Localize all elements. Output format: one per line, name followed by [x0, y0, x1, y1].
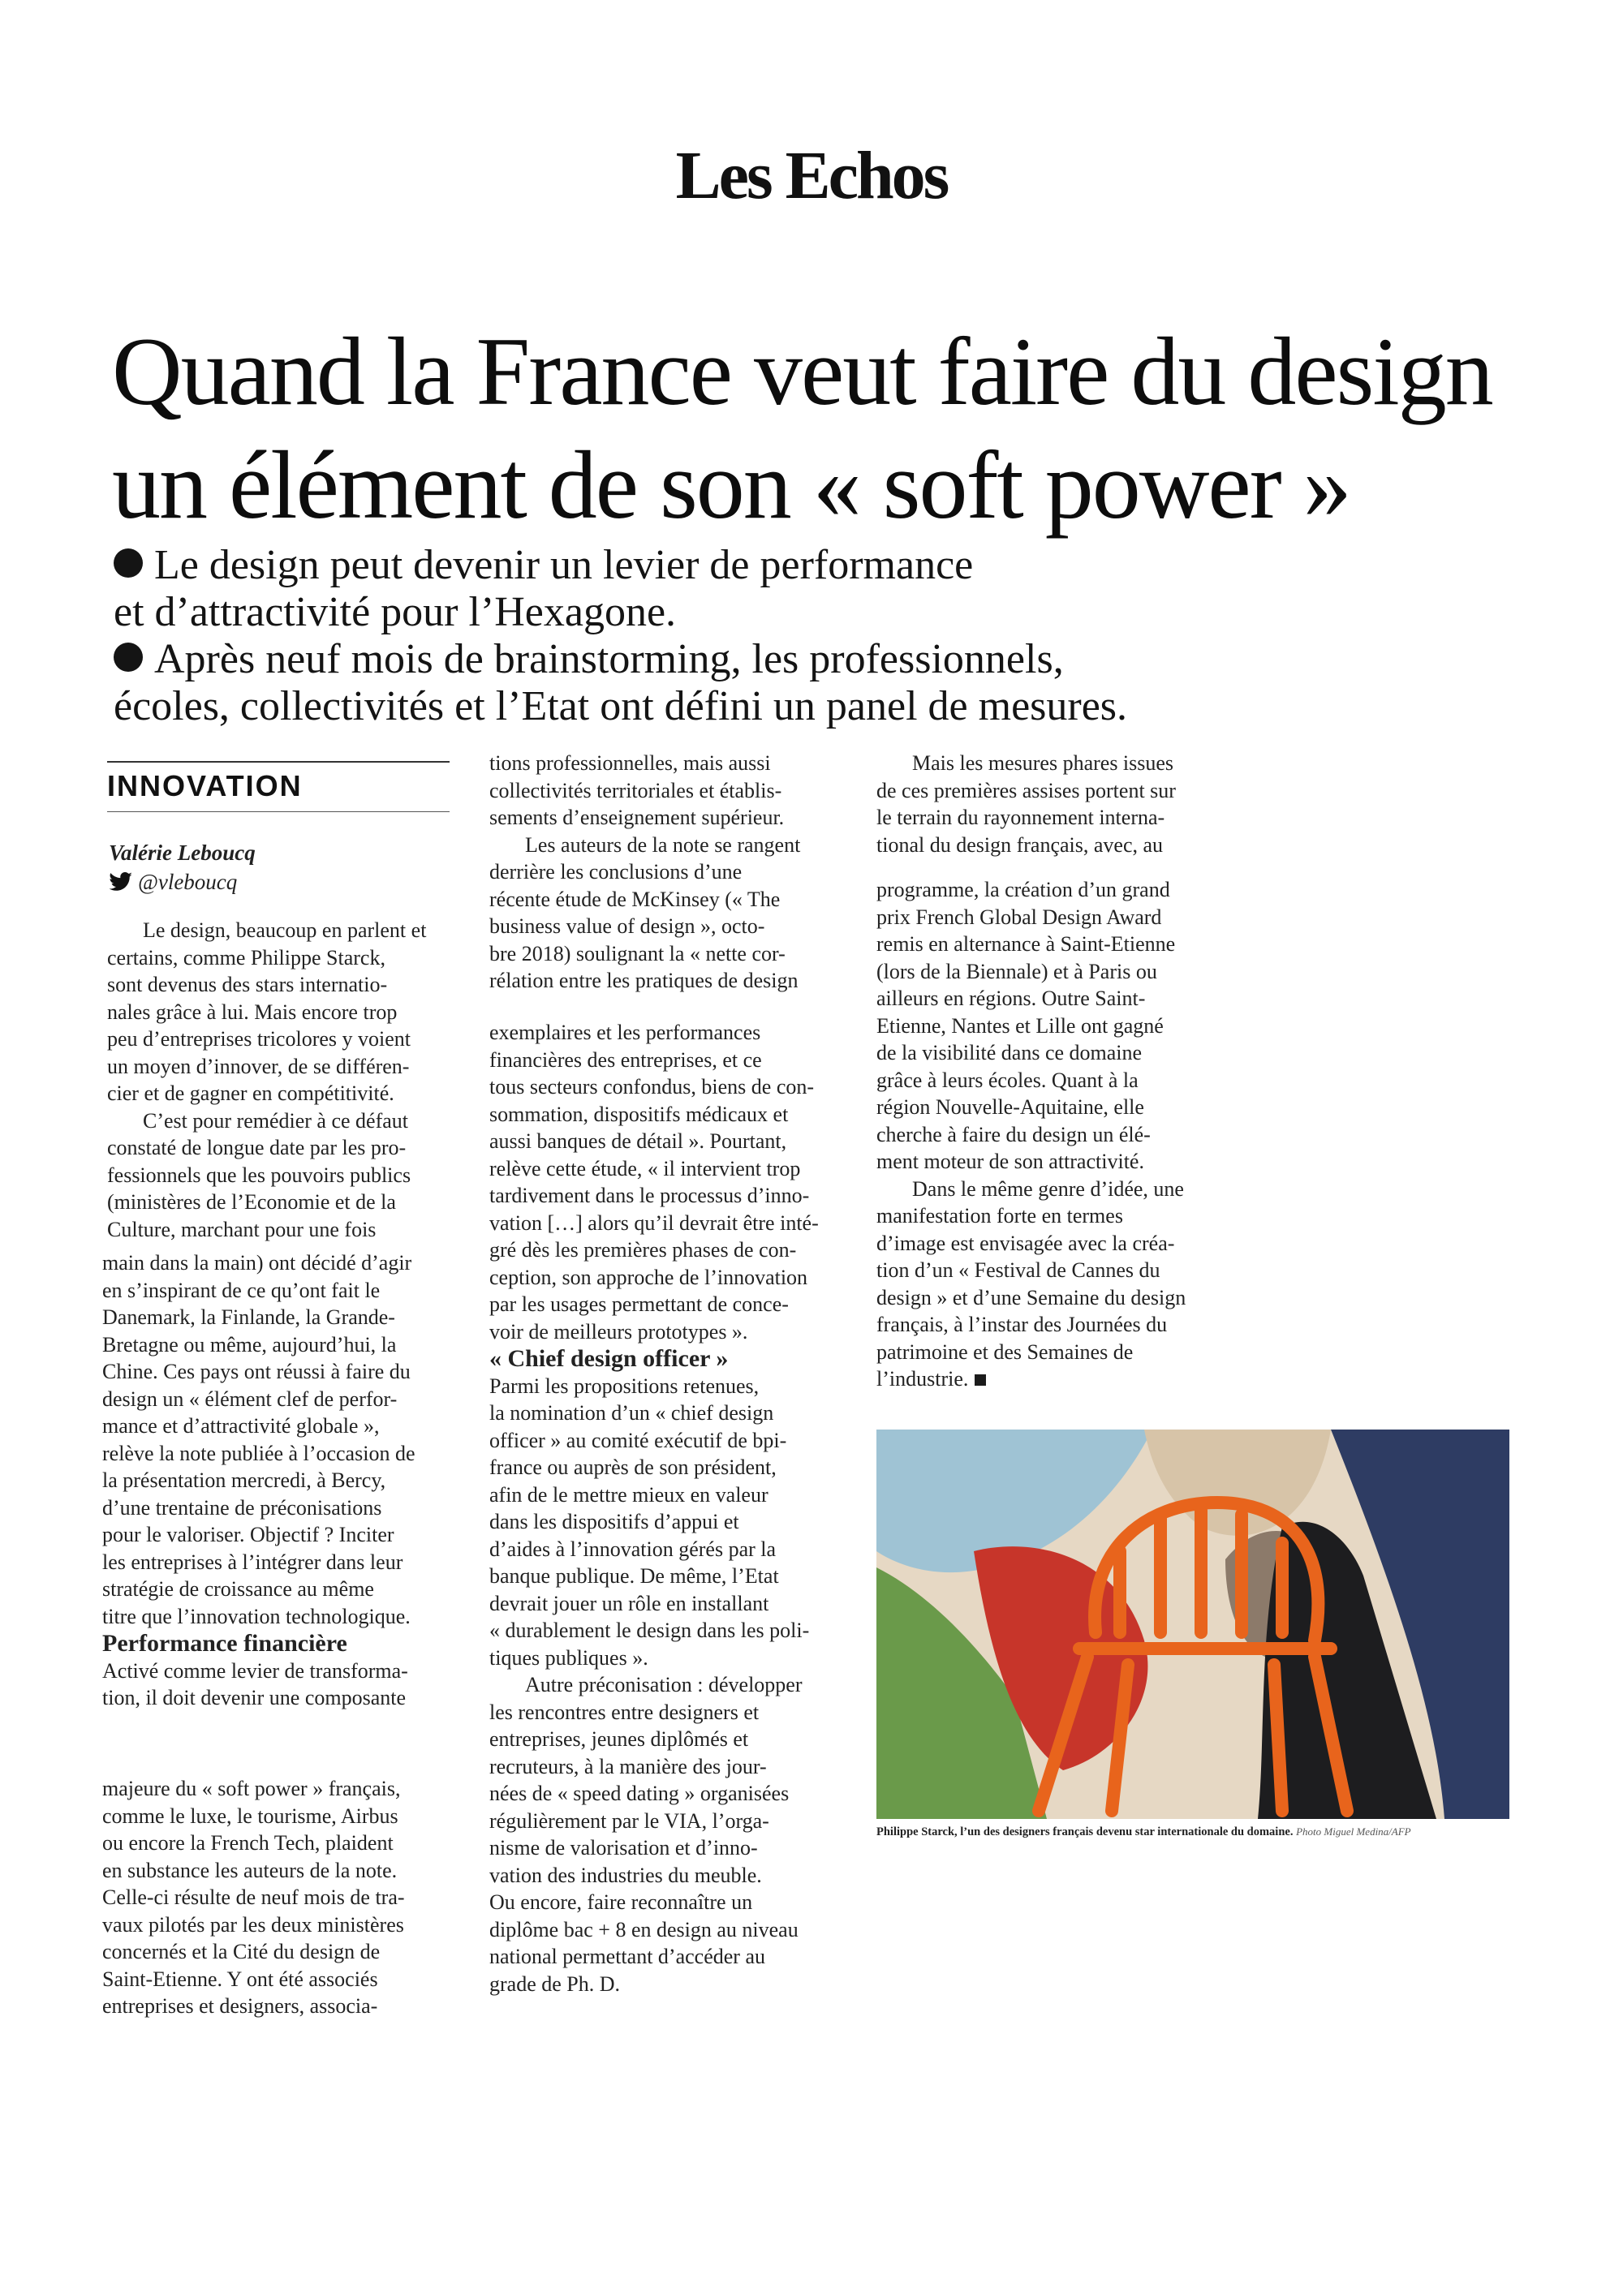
headline — [112, 315, 1573, 542]
photo-starck-chair — [876, 1430, 1509, 1819]
text-line: tion d’un « Festival de Cannes du — [876, 1258, 1160, 1282]
column-1-part-a — [107, 917, 456, 1243]
text-line: C’est pour remédier à ce défaut — [143, 1108, 409, 1133]
text-line: de la visibilité dans ce domaine — [876, 1041, 1143, 1064]
text-line: en s’inspirant de ce qu’ont fait le — [102, 1278, 381, 1302]
twitter-handle[interactable]: @vleboucq — [138, 870, 238, 894]
text-line: Activé comme levier de transforma- — [102, 1658, 408, 1683]
text-line: cier et de gagner en compétitivité. — [107, 1081, 394, 1105]
section-rubric: INNOVATION — [107, 769, 303, 802]
byline-author: Valérie Leboucq — [109, 841, 256, 865]
caption-text: Philippe Starck, l’un des designers français devenu star internationale du domaine. — [876, 1825, 1294, 1838]
text-line: programme, la création d’un grand — [876, 878, 1170, 901]
text-line: Mais les mesures phares issues — [912, 751, 1174, 775]
text-line: Dans le même genre d’idée, une — [912, 1176, 1184, 1201]
text-line: l’industrie. — [876, 1367, 969, 1391]
deck-bullet-2-line-2: écoles, collectivités et l’Etat ont défini un panel de mesures. — [114, 683, 1128, 729]
deck-bullet-2-line-1: Après neuf mois de brainstorming, les professionnels, — [114, 636, 1493, 683]
column-1-part-b — [102, 1249, 456, 1712]
text-line: la nomination d’un « chief design — [489, 1401, 774, 1425]
photo-caption — [876, 1825, 1526, 1839]
text-line: design un « élément clef de perfor- — [102, 1387, 398, 1411]
text-line: cherche à faire du design un élé- — [876, 1122, 1151, 1146]
text-line: Ou encore, faire reconnaître un — [489, 1890, 753, 1914]
rubric-rule-top — [107, 761, 450, 763]
column-2-part-a — [489, 750, 838, 995]
text-line: en substance les auteurs de la note. — [102, 1858, 398, 1882]
text-line: recruteurs, à la manière des jour- — [489, 1754, 767, 1778]
text-line: tardivement dans le processus d’inno- — [489, 1184, 810, 1207]
column-3-part-a — [876, 750, 1225, 858]
text-line: français, à l’instar des Journées du — [876, 1313, 1168, 1336]
text-line: les rencontres entre designers et — [489, 1700, 760, 1724]
column-2-part-b — [489, 1019, 838, 1997]
text-line: « durablement le design dans les poli- — [489, 1619, 810, 1642]
text-line: Les auteurs de la note se rangent — [525, 832, 801, 857]
text-line: le terrain du rayonnement interna- — [876, 806, 1165, 829]
text-line: afin de le mettre mieux en valeur — [489, 1482, 768, 1507]
text-line: bre 2018) soulignant la « nette cor- — [489, 941, 786, 965]
text-line: tion, il doit devenir une composante — [102, 1686, 407, 1709]
text-line: rélation entre les pratiques de design — [489, 969, 799, 992]
text-line: patrimoine et des Semaines de — [876, 1339, 1134, 1364]
text-line: design » et d’une Semaine du design — [876, 1285, 1186, 1309]
text-line: fessionnels que les pouvoirs publics — [107, 1163, 411, 1187]
text-line: main dans la main) ont décidé d’agir — [102, 1251, 412, 1275]
text-line: tous secteurs confondus, biens de con- — [489, 1075, 815, 1099]
text-line: par les usages permettant de conce- — [489, 1292, 789, 1316]
text-line: voir de meilleurs prototypes ». — [489, 1319, 748, 1344]
text-line: grâce à leurs écoles. Quant à la — [876, 1068, 1139, 1092]
text-line: sommation, dispositifs médicaux et — [489, 1102, 789, 1126]
text-line: stratégie de croissance au même — [102, 1577, 374, 1601]
text-line: entreprises et designers, associa- — [102, 1994, 378, 2018]
text-line: Saint-Etienne. Y ont été associés — [102, 1967, 378, 1991]
text-line: diplôme bac + 8 en design au niveau — [489, 1917, 799, 1941]
text-line: un moyen d’innover, de se différen- — [107, 1054, 410, 1078]
text-line: certains, comme Philippe Starck, — [107, 945, 385, 970]
text-line: dans les dispositifs d’appui et — [489, 1510, 739, 1533]
text-line: business value of design », octo- — [489, 914, 765, 938]
text-line: relève la note publiée à l’occasion de — [102, 1441, 415, 1465]
text-line: remis en alternance à Saint-Etienne — [876, 932, 1176, 956]
text-line: mance et d’attractivité globale », — [102, 1414, 380, 1438]
text-line: pour le valoriser. Objectif ? Inciter — [102, 1523, 394, 1546]
text-line: comme le luxe, le tourisme, Airbus — [102, 1804, 398, 1828]
text-line: ment moteur de son attractivité. — [876, 1150, 1144, 1173]
text-line: Chine. Ces pays ont réussi à faire du — [102, 1360, 411, 1383]
twitter-bird-icon — [109, 872, 133, 892]
text-line: les entreprises à l’intégrer dans leur — [102, 1550, 403, 1574]
text-line: sont devenus des stars internatio- — [107, 973, 388, 996]
text-line: Le design, beaucoup en parlent et — [143, 918, 427, 942]
text-line: ception, son approche de l’innovation — [489, 1265, 808, 1289]
text-line: Etienne, Nantes et Lille ont gagné — [876, 1013, 1164, 1038]
text-line: titre que l’innovation technologique. — [102, 1604, 411, 1628]
text-line: sements d’enseignement supérieur. — [489, 806, 785, 829]
subheading: « Chief design officer » — [489, 1345, 729, 1372]
end-mark-icon — [975, 1374, 986, 1386]
text-line: Danemark, la Finlande, la Grande- — [102, 1305, 395, 1329]
text-line: devrait jouer un rôle en installant — [489, 1591, 769, 1615]
text-line: manifestation forte en termes — [876, 1204, 1123, 1228]
deck-bullet-1-line-1: Le design peut devenir un levier de performance — [114, 542, 1493, 589]
text-line: nisme de valorisation et d’inno- — [489, 1836, 758, 1860]
text-line: concernés et la Cité du design de — [102, 1940, 381, 1963]
text-line: national permettant d’accéder au — [489, 1945, 765, 1968]
text-line: aussi banques de détail ». Pourtant, — [489, 1129, 787, 1153]
text-line: région Nouvelle-Aquitaine, elle — [876, 1095, 1144, 1119]
text-line: vation des industries du meuble. — [489, 1863, 762, 1887]
text-line: ou encore la French Tech, plaident — [102, 1831, 394, 1855]
text-line: gré dès les premières phases de con- — [489, 1238, 797, 1262]
text-line: majeure du « soft power » français, — [102, 1777, 401, 1800]
photo-illustration — [876, 1430, 1509, 1819]
text-line: d’aides à l’innovation gérés par la — [489, 1537, 777, 1561]
text-line: tiques publiques ». — [489, 1645, 648, 1670]
deck — [114, 542, 1493, 730]
photo-credit: Photo Miguel Medina/AFP — [1296, 1825, 1411, 1838]
text-line: collectivités territoriales et établis- — [489, 778, 782, 802]
text-line: relève cette étude, « il intervient trop — [489, 1156, 801, 1180]
text-line: derrière les conclusions d’une — [489, 860, 743, 884]
text-line: vation […] alors qu’il devrait être inté- — [489, 1210, 819, 1235]
text-line: tional du design français, avec, au — [876, 832, 1164, 857]
text-line: prix French Global Design Award — [876, 905, 1162, 929]
text-line: (lors de la Biennale) et à Paris ou — [876, 959, 1157, 983]
text-line: de ces premières assises portent sur — [876, 778, 1176, 802]
column-1-part-c — [102, 1775, 456, 2020]
byline-handle[interactable] — [109, 870, 237, 895]
text-line: grade de Ph. D. — [489, 1971, 621, 1996]
text-line: tions professionnelles, mais aussi — [489, 751, 771, 775]
text-line: exemplaires et les performances — [489, 1021, 761, 1044]
text-line: la présentation mercredi, à Bercy, — [102, 1468, 386, 1492]
text-line: Celle-ci résulte de neuf mois de tra- — [102, 1885, 405, 1909]
text-line: officer » au comité exécutif de bpi- — [489, 1428, 787, 1452]
text-line: nales grâce à lui. Mais encore trop — [107, 1000, 398, 1024]
deck-bullet-1-line-2: et d’attractivité pour l’Hexagone. — [114, 589, 677, 635]
text-line: d’image est envisagée avec la créa- — [876, 1231, 1175, 1255]
text-line: Parmi les propositions retenues, — [489, 1374, 760, 1398]
masthead-logo: Les Echos — [675, 138, 948, 213]
bullet-icon — [114, 548, 143, 578]
rubric-rule-bottom — [107, 811, 450, 812]
text-line: vaux pilotés par les deux ministères — [102, 1912, 404, 1937]
text-line: france ou auprès de son président, — [489, 1455, 777, 1479]
text-line: Autre préconisation : développer — [525, 1673, 803, 1696]
text-line: régulièrement par le VIA, l’orga- — [489, 1808, 769, 1833]
bullet-icon — [114, 643, 143, 672]
text-line: Culture, marchant pour une fois — [107, 1217, 377, 1241]
headline-line-1: Quand la France veut faire du design — [112, 317, 1492, 425]
text-line: ailleurs en régions. Outre Saint- — [876, 987, 1146, 1010]
text-line: constaté de longue date par les pro- — [107, 1136, 407, 1159]
text-line: banque publique. De même, l’Etat — [489, 1564, 779, 1588]
text-line: peu d’entreprises tricolores y voient — [107, 1027, 411, 1051]
subheading: Performance financière — [102, 1630, 347, 1657]
text-line: Bretagne ou même, aujourd’hui, la — [102, 1332, 397, 1357]
text-line: entreprises, jeunes diplômés et — [489, 1727, 749, 1751]
text-line: d’une trentaine de préconisations — [102, 1495, 382, 1520]
headline-line-2: un élément de son « soft power » — [112, 431, 1350, 539]
text-line: nées de « speed dating » organisées — [489, 1782, 790, 1805]
text-line: financières des entreprises, et ce — [489, 1047, 762, 1072]
column-3-part-b — [876, 876, 1225, 1393]
text-line: (ministères de l’Economie et de la — [107, 1190, 396, 1214]
text-line: récente étude de McKinsey (« The — [489, 887, 781, 911]
